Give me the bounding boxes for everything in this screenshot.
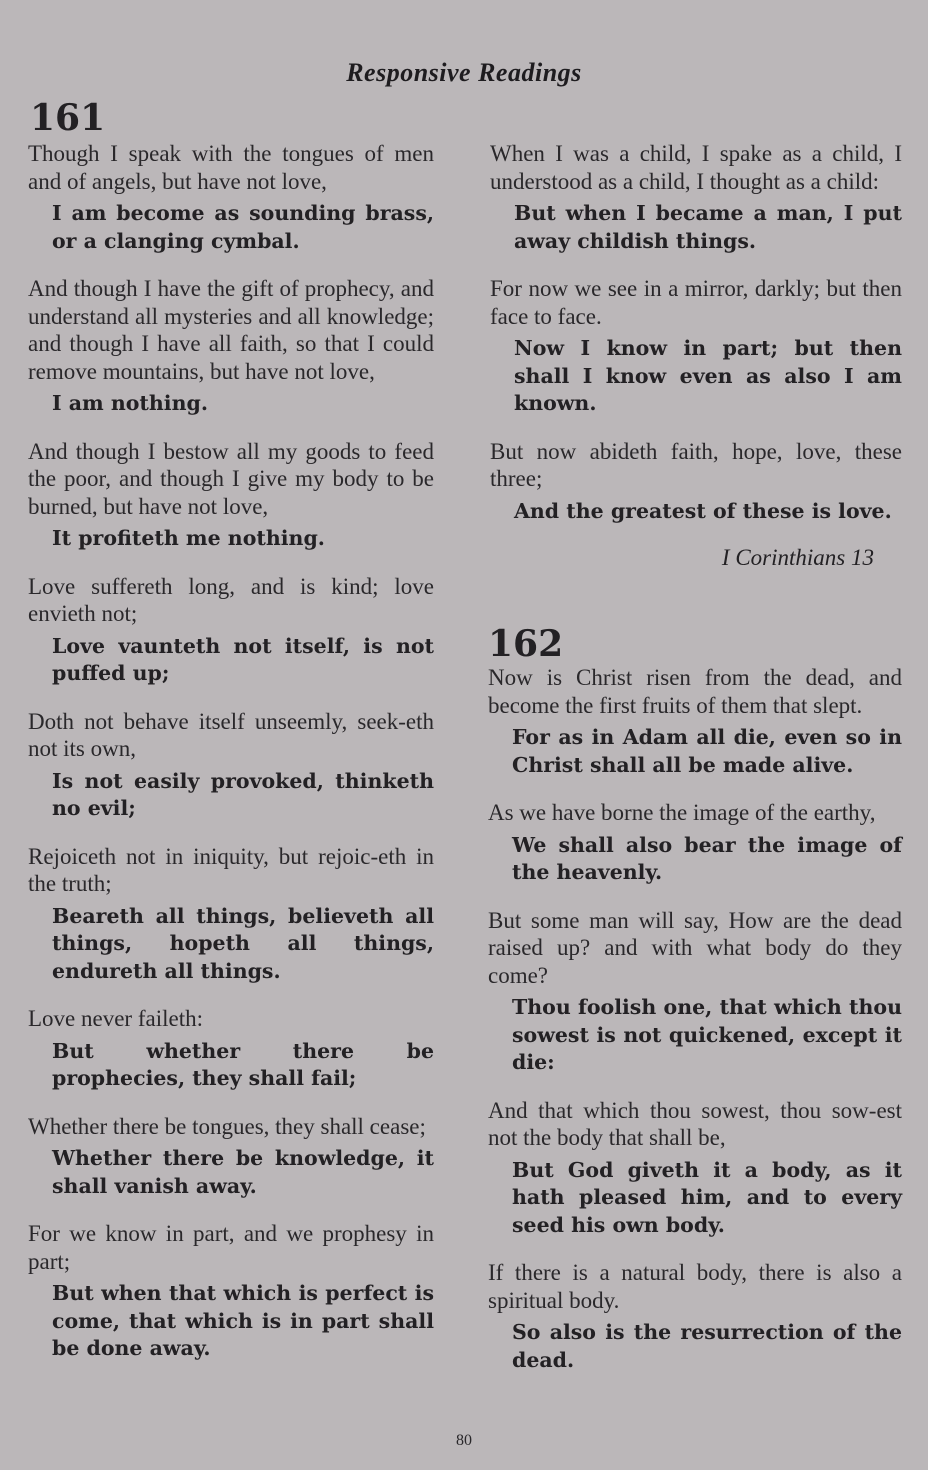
- response-line: I am nothing.: [52, 391, 208, 415]
- response-line: So also is the resurrection of the dead.: [512, 1320, 902, 1372]
- response-line: But when that which is perfect is come, that which is in part shall be done away.: [52, 1281, 434, 1360]
- response-line: But whether there be prophecies, they shall fail;: [52, 1038, 434, 1090]
- response-line: Love vaunteth not itself, is not puffed up;: [52, 633, 434, 685]
- response-line: I am become as sounding brass, or a clanging cymbal.: [52, 201, 434, 253]
- reading-pair: [28, 1005, 434, 1093]
- leader-line: For we know in part, and we prophesy in part;: [28, 1221, 434, 1274]
- reading-162: [488, 664, 902, 1394]
- response-line: And the greatest of these is love.: [514, 498, 892, 523]
- reading-pair: [28, 708, 434, 823]
- reading-pair: [28, 140, 434, 255]
- leader-line: For now we see in a mirror, darkly; but then face to face.: [490, 276, 902, 329]
- response-line: Is not easily provoked, thinketh no evil;: [52, 768, 434, 820]
- response-line: For as in Adam all die, even so in Christ shall all be made alive.: [512, 725, 902, 777]
- reading-pair: [490, 140, 902, 255]
- leader-line: As we have borne the image of the earthy,: [488, 800, 876, 825]
- leader-line: And though I have the gift of prophecy, and understand all mysteries and all knowledge; and though I have all faith, so that I could remove mountains, but have not love,: [28, 276, 434, 384]
- reading-pair: [28, 1220, 434, 1363]
- reading-pair: [28, 843, 434, 986]
- reading-pair: [488, 1097, 902, 1240]
- response-line: Whether there be knowledge, it shall vanish away.: [52, 1146, 434, 1198]
- reading-pair: [28, 573, 434, 688]
- leader-line: Love never faileth:: [28, 1006, 203, 1031]
- reading-pair: [490, 275, 902, 418]
- response-line: But God giveth it a body, as it hath pleased him, and to every seed his own body.: [512, 1157, 902, 1237]
- reading-number-162: 162: [488, 623, 564, 665]
- response-line: It profiteth me nothing.: [52, 526, 325, 550]
- response-line: But when I became a man, I put away childish things.: [514, 201, 902, 253]
- reading-pair: [488, 799, 902, 887]
- page-header: Responsive Readings: [346, 58, 582, 87]
- leader-line: Whether there be tongues, they shall cease;: [28, 1113, 426, 1139]
- leader-line: Rejoiceth not in iniquity, but rejoic-eth in the truth;: [28, 843, 434, 896]
- response-line: We shall also bear the image of the heavenly.: [512, 832, 902, 884]
- reading-pair: [28, 275, 434, 418]
- reading-161-part-1: [28, 140, 434, 1383]
- reading-pair: [488, 1259, 902, 1374]
- leader-line: And that which thou sowest, thou sow-est not the body that shall be,: [488, 1097, 902, 1150]
- leader-line: But some man will say, How are the dead raised up? and with what body do they come?: [488, 907, 902, 988]
- leader-line: But now abideth faith, hope, love, these three;: [490, 438, 902, 491]
- reading-pair: [488, 664, 902, 779]
- reading-pair: [488, 907, 902, 1077]
- leader-line: Now is Christ risen from the dead, and become the first fruits of them that slept.: [488, 665, 902, 718]
- leader-line: And though I bestow all my goods to feed the poor, and though I give my body to be burned, but have not love,: [28, 438, 434, 519]
- reading-number-161: 161: [30, 97, 106, 139]
- reading-pair: [28, 1113, 434, 1201]
- leader-line: Though I speak with the tongues of men and of angels, but have not love,: [28, 141, 434, 194]
- leader-line: When I was a child, I spake as a child, I understood as a child, I thought as a child:: [490, 141, 902, 194]
- response-line: Thou foolish one, that which thou sowest is not quickened, except it die:: [512, 995, 902, 1074]
- leader-line: If there is a natural body, there is also a spiritual body.: [488, 1260, 902, 1313]
- response-line: Beareth all things, believeth all things, hopeth all things, endureth all things.: [52, 903, 434, 983]
- page-number: 80: [456, 1432, 472, 1449]
- reading-pair: [28, 438, 434, 553]
- reading-pair: [490, 438, 902, 526]
- reading-161-part-2: [490, 140, 902, 571]
- leader-line: Doth not behave itself unseemly, seek-eth not its own,: [28, 708, 434, 761]
- leader-line: Love suffereth long, and is kind; love envieth not;: [28, 573, 434, 626]
- citation: I Corinthians 13: [721, 545, 874, 570]
- response-line: Now I know in part; but then shall I know even as also I am known.: [514, 336, 902, 415]
